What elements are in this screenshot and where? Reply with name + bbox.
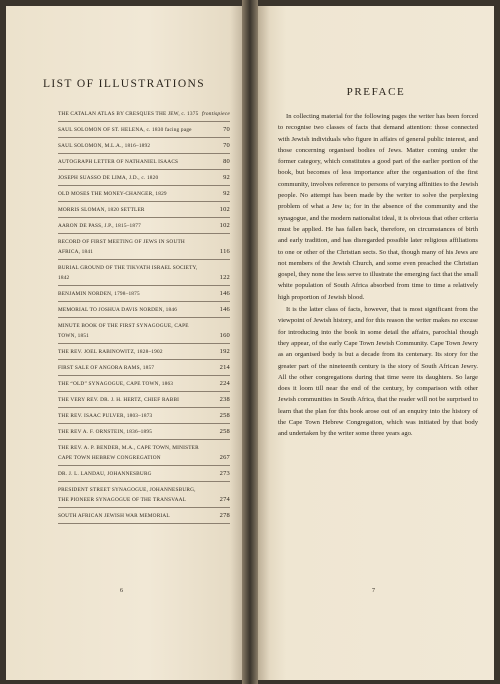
right-gutter-shadow [258,6,270,680]
preface-paragraph-1: In collecting material for the following pages the writer has been forced to recognise two classes of facts that demand attention: those connected with Jewish individuals who figure in affairs of general public interest, and those concerning organised bodies of Jews. Matter coming under the former category, which constitutes a good part of the earlier portion of the book, but becomes of less importance after the organisation of the first community, involves reference to persons of varying affinities to the Jewish people. No attempt has been made by the writer to solve the perplexing problem of what a Jew is; for in the absence of the community and the synagogue, and the modern nationalist ideal, it is obvious that other criteria must be applied. He has fallen back, therefore, on circumstances of birth and early tradition, and has disregarded possible later religious affiliations to one or other of the Christian sects. So that, though many of his Jews are not members of the Jewish Church, and some even preached the Christian gospel, they none the less serve to illustrate the emerging fact that the small white population of South Africa absorbed from time to time a relatively high proportion of Jewish blood. [278,113,478,301]
illustration-caption: MORRIS SLOMAN, 1820 SETTLER [58,207,145,213]
illustration-caption: THE REV A. F. ORNSTEIN, 1836–1895 [58,429,153,435]
illustration-entry [58,106,230,122]
illustration-caption: FIRST SALE OF ANGORA RAMS, 1857 [58,365,155,371]
illustration-entry [58,508,230,524]
illustration-page-number: 92 [223,190,230,197]
illustration-caption: BENJAMIN NORDEN, 1798–1875 [58,291,140,297]
illustration-entry [58,234,230,260]
illustrations-list [58,106,230,524]
illustration-caption: DR. J. L. LANDAU, JOHANNESBURG [58,471,152,477]
illustration-page-number: 70 [223,142,230,149]
illustration-caption: THE REV. A. P. BENDER, M.A., CAPE TOWN, MINISTER CAPE TOWN HEBREW CONGREGATION [58,445,199,461]
illustration-entry [58,218,230,234]
illustration-entry [58,260,230,286]
illustration-entry [58,318,230,344]
illustration-entry [58,202,230,218]
illustration-page-number: 278 [219,512,230,519]
illustration-caption: MEMORIAL TO JOSHUA DAVIS NORDEN, 1846 [58,307,178,313]
preface-title: PREFACE [346,86,406,98]
illustration-entry [58,392,230,408]
illustration-entry [58,186,230,202]
illustration-entry [58,344,230,360]
illustration-caption: SAUL SOLOMON OF ST. HELENA, c. 1830 facing page [58,127,192,133]
right-folio: 7 [372,588,375,594]
illustration-page-number: 80 [223,158,230,165]
illustration-page-number: 274 [219,496,230,503]
illustration-caption: MINUTE BOOK OF THE FIRST SYNAGOGUE, CAPE TOWN, 1851 [58,323,189,339]
illustration-entry [58,138,230,154]
illustration-entry [58,286,230,302]
illustration-caption: THE REV. ISAAC PULVER, 1803–1873 [58,413,153,419]
illustration-caption: RECORD OF FIRST MEETING OF JEWS IN SOUTH AFRICA, 1841 [58,239,185,255]
illustration-page-number: 102 [219,222,230,229]
illustration-entry [58,466,230,482]
illustration-caption: SAUL SOLOMON, M.L.A., 1816–1892 [58,143,151,149]
illustration-page-number: 146 [219,290,230,297]
illustration-page-number: 273 [219,470,230,477]
illustration-page-number: 146 [219,306,230,313]
illustration-page-number: 224 [219,380,230,387]
illustration-entry [58,408,230,424]
illustration-caption: THE REV. JOEL RABINOWITZ, 1828–1902 [58,349,163,355]
illustration-page-number: 267 [219,454,230,461]
illustration-page-number: 116 [219,248,230,255]
book-gutter [242,0,258,684]
illustration-caption: BURIAL GROUND OF THE TIKVATH ISRAEL SOCIETY, 1842 [58,265,198,281]
preface-body [278,111,478,440]
illustration-entry [58,360,230,376]
illustration-caption: JOSEPH SUASSO DE LIMA, J.D., c. 1820 [58,175,159,181]
illustration-caption: THE VERY REV. DR. J. H. HERTZ, CHIEF RABBI [58,397,180,403]
right-page [258,6,494,680]
left-folio: 6 [120,588,123,594]
illustration-entry [58,440,230,466]
illustration-caption: SOUTH AFRICAN JEWISH WAR MEMORIAL [58,513,170,519]
illustration-page-number: 192 [219,348,230,355]
illustration-page-number: 258 [219,412,230,419]
list-of-illustrations-title: LIST OF ILLUSTRATIONS [42,78,206,90]
illustration-entry [58,302,230,318]
illustration-page-number: 214 [219,364,230,371]
illustration-caption: THE “OLD” SYNAGOGUE, CAPE TOWN, 1863 [58,381,174,387]
illustration-caption: AARON DE PASS, J.P., 1815–1877 [58,223,141,229]
illustration-page-number: 160 [219,332,230,339]
illustration-entry [58,154,230,170]
illustration-entry [58,376,230,392]
illustration-caption: OLD MOSES THE MONEY-CHANGER, 1829 [58,191,167,197]
illustration-page-number: 258 [219,428,230,435]
left-gutter-shadow [230,6,242,680]
illustration-entry [58,482,230,508]
illustration-page-number: 102 [219,206,230,213]
illustration-entry [58,122,230,138]
illustration-page-number: frontispiece [201,111,230,117]
illustration-caption: AUTOGRAPH LETTER OF NATHANIEL ISAACS [58,159,179,165]
illustration-caption: THE CATALAN ATLAS BY CRESQUES THE JEW, c. 1375 [58,111,199,117]
illustration-entry [58,170,230,186]
preface-paragraph-2: It is the latter class of facts, however, that is most significant from the viewpoint of Jewish history, and for this reason the writer makes no excuse for introducing into the book in some detail the affairs, parochial though they appear, of the early Cape Town Jewish Community. Cape Town Jewry as an organised body is but a decade from its centenary. Its story for the greater part of the nineteenth century is the story of South African Jewry. All the other congregations during that time were its daughters. So large does it loom till near the end of the century, by comparison with other Jewish communities in South Africa, that the reader will not be surprised to learn that the plan for this book arose out of an enquiry into the history of the Cape Town Hebrew Congregation, which was initiated by that body and undertaken by the writer some three years ago. [278,306,478,438]
illustration-page-number: 238 [219,396,230,403]
illustration-page-number: 70 [223,126,230,133]
illustration-page-number: 122 [219,274,230,281]
left-page [6,6,242,680]
illustration-page-number: 92 [223,174,230,181]
illustration-caption: PRESIDENT STREET SYNAGOGUE, JOHANNESBURG, THE PIONEER SYNAGOGUE OF THE TRANSVAAL [58,487,196,503]
illustration-entry [58,424,230,440]
